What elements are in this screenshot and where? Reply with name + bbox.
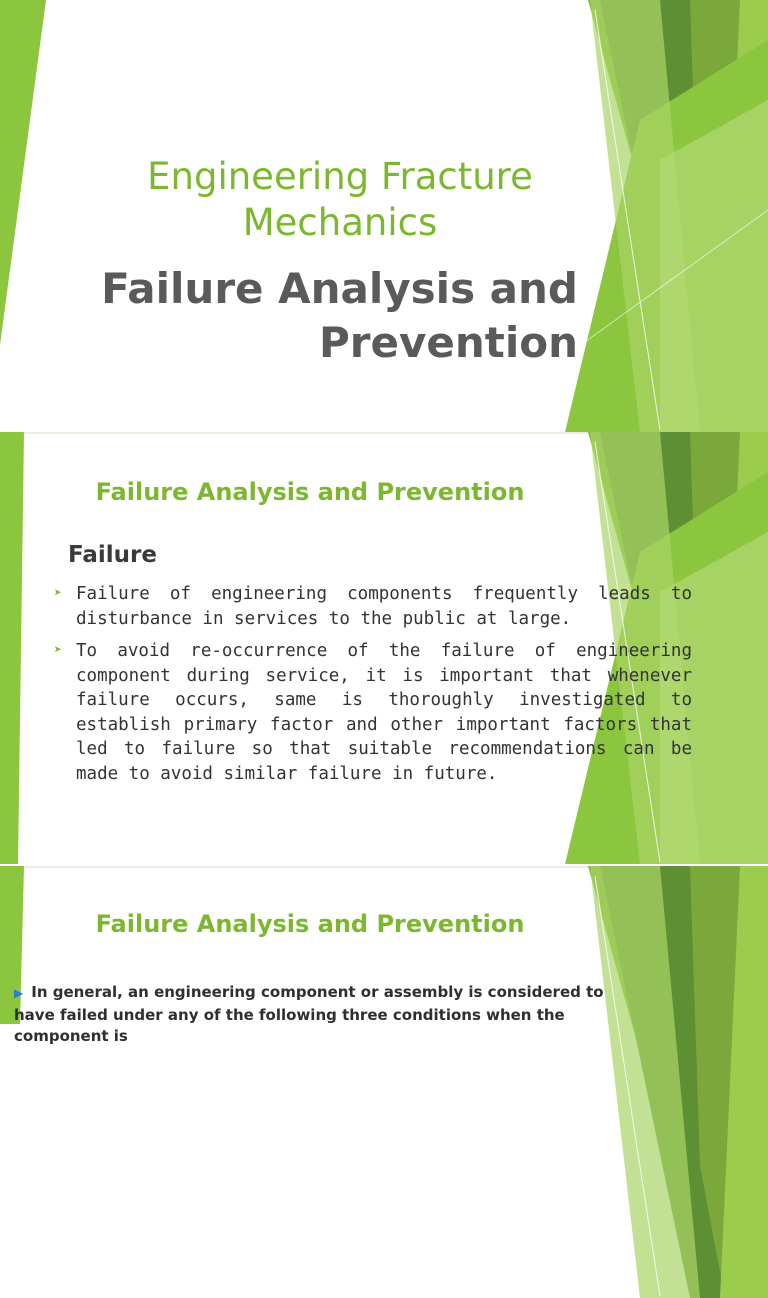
- slide-heading: Failure Analysis and Prevention: [95, 478, 525, 506]
- paragraph-text: In general, an engineering component or assembly is considered to have failed under any of the following three conditions when the component is: [14, 983, 604, 1045]
- bullet-list: [54, 582, 692, 794]
- subtitle-line-2: Prevention: [319, 318, 578, 367]
- list-item: [54, 639, 692, 786]
- arrowhead-bullet-icon: ▶: [14, 986, 24, 1000]
- slide-heading: Failure Analysis and Prevention: [95, 910, 525, 938]
- arrowhead-bullet-icon: ➤: [54, 586, 62, 601]
- presentation-subtitle: [90, 262, 578, 370]
- list-item: [54, 582, 692, 631]
- slide-failure: [0, 432, 768, 866]
- title-line-2: Mechanics: [242, 201, 438, 244]
- bullet-text: To avoid re-occurrence of the failure of engineering component during service, it is important that whenever failure occurs, same is thoroughly investigated to establish primary factor and other important factors that led to failure so that suitable recommendations can be made to avoid similar failure in future.: [76, 641, 692, 784]
- bullet-text: Failure of engineering components frequently leads to disturbance in services to the public at large.: [76, 584, 692, 629]
- body-paragraph: [14, 982, 624, 1048]
- subtitle-line-1: Failure Analysis and: [101, 264, 578, 313]
- presentation-title: [100, 154, 580, 246]
- slide-title: [0, 0, 768, 432]
- slide-conditions: [0, 866, 768, 1045]
- section-subheading: Failure: [68, 542, 157, 568]
- title-line-1: Engineering Fracture: [147, 155, 533, 198]
- arrowhead-bullet-icon: ➤: [54, 643, 62, 658]
